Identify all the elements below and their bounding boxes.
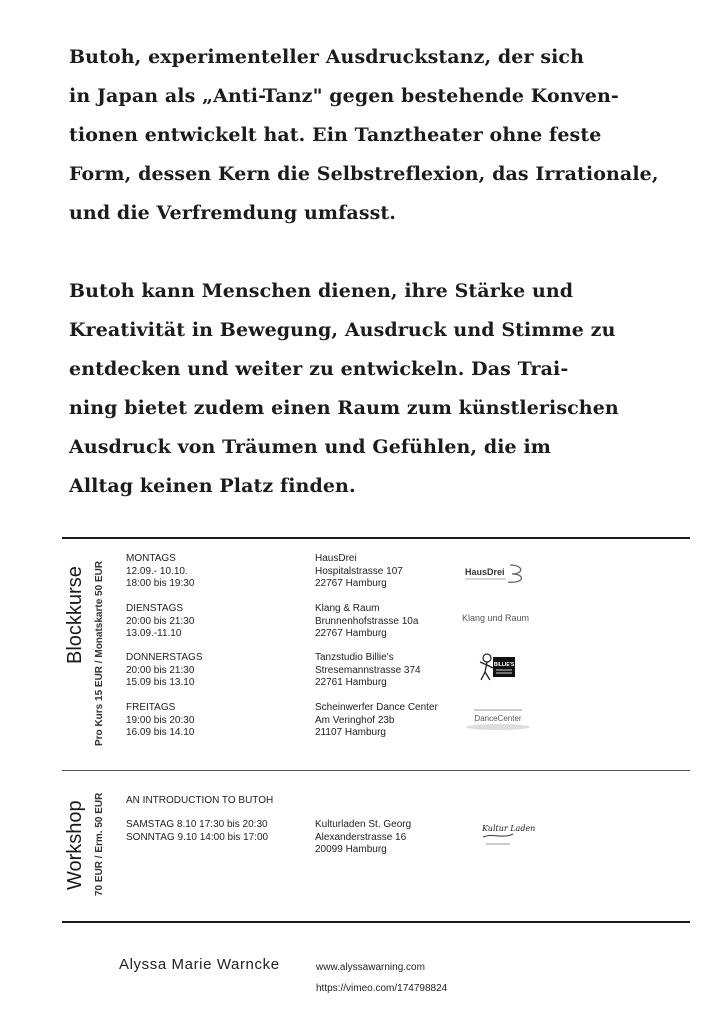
workshop-dates [126, 819, 268, 844]
session-dates: 16.09 bis 14.10 [126, 727, 195, 738]
venue-street: Alexanderstrasse 16 [315, 831, 407, 843]
intro-text [69, 38, 709, 506]
session-dates: 15.09 bis 13.10 [126, 677, 195, 688]
dance-center-logo [462, 706, 534, 732]
vimeo-link[interactable]: https://vimeo.com/174798824 [316, 983, 448, 994]
venue-street: Brunnenhofstrasse 10a [315, 615, 419, 627]
session-monday [126, 553, 194, 591]
session-time: 18:00 bis 19:30 [126, 578, 195, 589]
session-day: DIENSTAGS [126, 603, 184, 614]
workshop-price: 70 EUR / Erm. 50 EUR [94, 792, 105, 896]
venue-hausdrei [315, 553, 403, 591]
workshop-date: SONNTAG 9.10 14:00 bis 17:00 [126, 831, 269, 843]
hausdrei-logo [462, 560, 532, 588]
venue-city: 20099 Hamburg [315, 844, 387, 855]
dance-center-logo-text: DanceCenter [474, 714, 522, 723]
hausdrei-logo-text: HausDrei [465, 567, 505, 577]
intro-line: und die Verfremdung umfasst. [69, 202, 397, 224]
session-dates: 13.09.-11.10 [126, 628, 182, 639]
intro-line: Butoh, experimenteller Ausdruckstanz, der sich [69, 46, 585, 68]
venue-name: Scheinwerfer Dance Center [315, 702, 438, 713]
workshop-venue [315, 819, 411, 857]
blockkurse-price: Pro Kurs 15 EUR / Monatskarte 50 EUR [94, 560, 105, 746]
intro-line: in Japan als „Anti-Tanz" gegen bestehende Konven- [69, 85, 619, 107]
session-tuesday [126, 603, 194, 641]
venue-city: 21107 Hamburg [315, 727, 386, 738]
divider-middle [62, 770, 690, 771]
session-time: 19:00 bis 20:30 [126, 714, 195, 726]
author-name: Alyssa Marie Warncke [119, 956, 280, 973]
venue-street: Hospitalstrasse 107 [315, 565, 403, 577]
session-time: 20:00 bis 21:30 [126, 664, 195, 676]
venue-name: Tanzstudio Billie's [315, 652, 394, 663]
session-day: FREITAGS [126, 702, 176, 713]
venue-name: Klang & Raum [315, 603, 380, 614]
venue-name: Kulturladen St. Georg [315, 819, 412, 830]
divider-bottom [62, 921, 690, 923]
intro-line: Kreativität in Bewegung, Ausdruck und Stimme zu [69, 319, 616, 341]
venue-klang-raum [315, 603, 418, 641]
billies-logo-text: BILLIE'S [493, 662, 515, 668]
billies-logo [478, 650, 518, 686]
session-dates: 12.09.- 10.10. [126, 565, 188, 577]
session-day: MONTAGS [126, 553, 176, 564]
klang-raum-logo: Klang und Raum [462, 613, 530, 623]
venue-scheinwerfer [315, 702, 438, 740]
venue-name: HausDrei [315, 553, 357, 564]
venue-city: 22767 Hamburg [315, 628, 387, 639]
intro-line: Form, dessen Kern die Selbstreflexion, das Irrationale, [69, 163, 659, 185]
intro-line: Alltag keinen Platz finden. [69, 475, 356, 497]
venue-street: Am Veringhof 23b [315, 714, 395, 726]
workshop-title: Workshop [64, 800, 86, 890]
intro-line: tionen entwickelt hat. Ein Tanztheater ohne feste [69, 124, 602, 146]
intro-line: Ausdruck von Träumen und Gefühlen, die im [69, 436, 551, 458]
venue-city: 22767 Hamburg [315, 578, 387, 589]
website-link[interactable]: www.alyssawarning.com [316, 962, 425, 973]
venue-city: 22761 Hamburg [315, 677, 387, 688]
session-time: 20:00 bis 21:30 [126, 615, 195, 627]
venue-street: Stresemannstrasse 374 [315, 664, 421, 676]
kulturladen-logo-text: Kultur Laden [482, 824, 536, 833]
blockkurse-title: Blockkurse [64, 566, 86, 664]
divider-top [62, 537, 690, 539]
intro-line: Butoh kann Menschen dienen, ihre Stärke und [69, 280, 574, 302]
kulturladen-logo [478, 819, 536, 851]
workshop-heading: AN INTRODUCTION TO BUTOH [126, 795, 274, 806]
session-friday [126, 702, 194, 740]
venue-billies [315, 652, 421, 690]
intro-line: ning bietet zudem einen Raum zum künstlerischen [69, 397, 619, 419]
workshop-date: SAMSTAG 8.10 17:30 bis 20:30 [126, 819, 268, 830]
intro-line: entdecken und weiter zu entwickeln. Das Trai- [69, 358, 569, 380]
session-day: DONNERSTAGS [126, 652, 203, 663]
session-thursday [126, 652, 203, 690]
